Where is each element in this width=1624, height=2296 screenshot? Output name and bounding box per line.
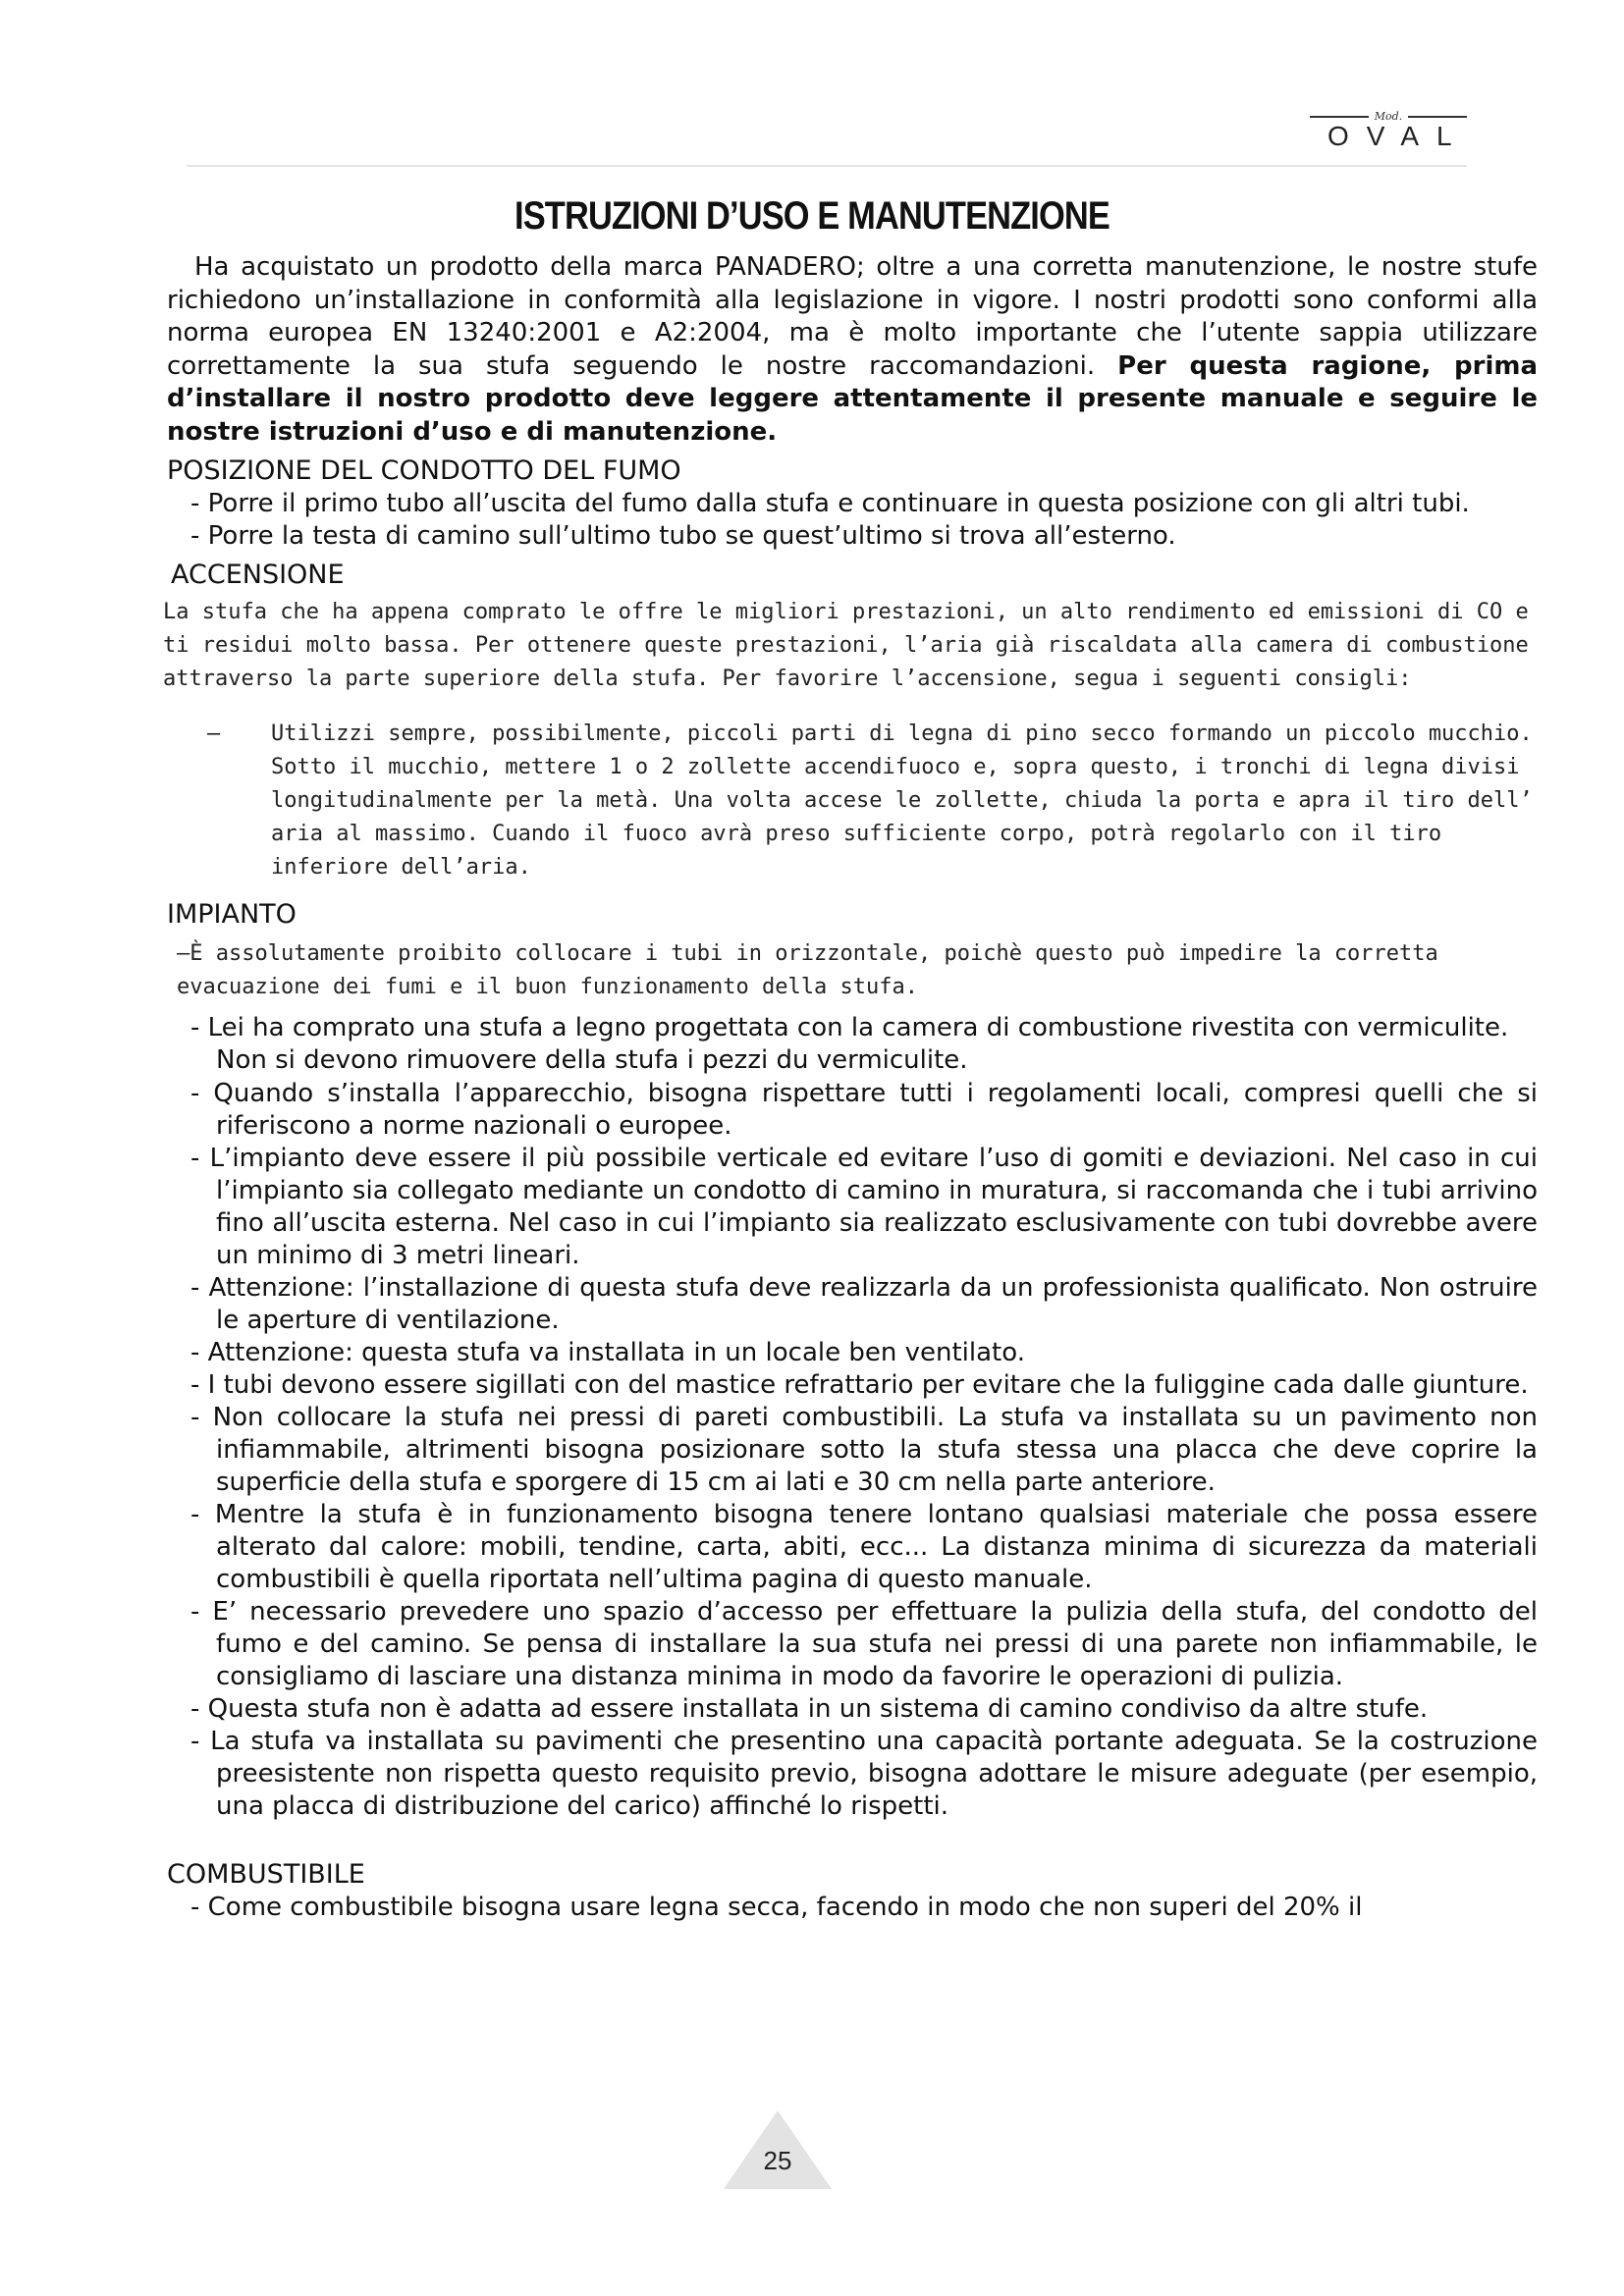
logo-brand-name: OVAL [1327, 121, 1470, 151]
list-impianto-continued [167, 1078, 1538, 1823]
page-title: ISTRUZIONI D’USO E MANUTENZIONE [514, 194, 1110, 238]
bullet-dash: – [207, 721, 221, 746]
list-item: - I tubi devono essere sigillati con del mastice refrattario per evitare che la fuliggine cada dalle giunture. [167, 1369, 1538, 1402]
intro-text: Ha acquistato un prodotto della marca PANADERO; oltre a una corretta manutenzione, le nostre stufe richiedono un’installazione in conformità alla legislazione in vigore. I nostri prodotti sono conformi alla norma europea EN 13240:2001 e A2:2004, ma è molto importante che l’utente sappia utilizzare correttamente la sua stufa seguendo le nostre raccomandazioni. [167, 252, 1538, 381]
list-item: - Attenzione: l’installazione di questa stufa deve realizzarla da un professionista qualificato. Non ostruire le aperture di ventilazione. [167, 1272, 1538, 1337]
brand-logo [1310, 110, 1470, 152]
accensione-bullet-text: Utilizzi sempre, possibilmente, piccoli parti di legna di pino secco formando un piccolo mucchio. Sotto il mucchio, mettere 1 o 2 zollette accendifuoco e, sopra questo, i tronchi di legna divisi longitudinalmente per la metà. Una volta accese le zollette, chiuda la porta e apra il tiro dell’ aria al massimo. Cuando il fuoco avrà preso sufficiente corpo, potrà regolarlo con il tiro inferiore dell’aria. [271, 721, 1533, 880]
list-item: - Mentre la stufa è in funzionamento bisogna tenere lontano qualsiasi materiale che possa essere alterato dal calore: mobili, tendine, carta, abiti, ecc... La distanza minima di sicurezza da materiali combustibili è quella riportata nell’ultima pagina di questo manuale. [167, 1499, 1538, 1596]
list-item: - Quando s’installa l’apparecchio, bisogna rispettare tutti i regolamenti locali, compresi quelli che si riferiscono a norme nazionali o europee. [167, 1078, 1538, 1143]
impianto-note: Non si devono rimuovere della stufa i pezzi du vermiculite. [216, 1045, 968, 1075]
list-item: - Come combustibile bisogna usare legna secca, facendo in modo che non superi del 20% il [167, 1892, 1538, 1924]
heading-posizione: POSIZIONE DEL CONDOTTO DEL FUMO [167, 455, 681, 486]
heading-accensione: ACCENSIONE [171, 560, 345, 590]
list-item: - Porre la testa di camino sull’ultimo tubo se quest’ultimo si trova all’esterno. [167, 520, 1538, 553]
accensione-paragraph: La stufa che ha appena comprato le offre le migliori prestazioni, un alto rendimento ed emissioni di CO e ti residui molto bassa. Per ottenere queste prestazioni, l’aria già riscaldata alla camera di combustione attraverso la parte superiore della stufa. Per favorire l’accensione, segua i seguenti consigli: [163, 600, 1529, 691]
list-item: - Lei ha comprato una stufa a legno progettata con la camera di combustione rivestita con vermiculite. [167, 1012, 1538, 1044]
heading-combustibile: COMBUSTIBILE [167, 1858, 365, 1890]
list-posizione [167, 488, 1538, 553]
list-item: - Non collocare la stufa nei pressi di pareti combustibili. La stufa va installata su un pavimento non infiammabile, altrimenti bisogna posizionare sotto la stufa stessa una placca che deve coprire la superficie della stufa e sporgere di 15 cm ai lati e 30 cm nella parte anteriore. [167, 1402, 1538, 1499]
page-content [163, 251, 1538, 1924]
list-item: - La stufa va installata su pavimenti che presentino una capacità portante adeguata. Se la costruzione preesistente non rispetta questo requisito previo, bisogna adottare le misure adeguate (per esempio, una placca di distribuzione del carico) affinché lo rispetti. [167, 1726, 1538, 1823]
list-impianto [167, 1012, 1538, 1044]
intro-paragraph [167, 251, 1538, 449]
logo-mod-label: Mod. [1374, 110, 1403, 123]
list-item: - Questa stufa non è adatta ad essere installata in un sistema di camino condiviso da altre stufe. [167, 1693, 1538, 1726]
list-combustibile [167, 1892, 1538, 1924]
intro-bold-text: Per questa ragione, prima d’installare il nostro prodotto deve leggere attentamente il presente manuale e seguire le nostre istruzioni d’uso e di manutenzione. [167, 350, 1538, 447]
list-item: - L’impianto deve essere il più possibile verticale ed evitare l’uso di gomiti e deviazioni. Nel caso in cui l’impianto sia collegato mediante un condotto di camino in muratura, si raccomanda che i tubi arrivino fino all’uscita esterna. Nel caso in cui l’impianto sia realizzato esclusivamente con tubi dovrebbe avere un minimo di 3 metri lineari. [167, 1143, 1538, 1272]
page-number: 25 [763, 2146, 792, 2175]
page-number-badge [724, 2110, 832, 2189]
logo-rule-left [1310, 116, 1369, 118]
logo-rule-right [1408, 116, 1467, 118]
list-item: - Porre il primo tubo all’uscita del fumo dalla stufa e continuare in questa posizione con gli altri tubi. [167, 488, 1538, 520]
accensione-bullet [163, 718, 1538, 884]
header-divider [187, 165, 1467, 167]
impianto-warning: –È assolutamente proibito collocare i tubi in orizzontale, poichè questo può impedire la corretta evacuazione dei fumi e il buon funzionamento della stufa. [177, 941, 1438, 999]
heading-impianto: IMPIANTO [167, 899, 297, 930]
list-item: - E’ necessario prevedere uno spazio d’accesso per effettuare la pulizia della stufa, del condotto del fumo e del camino. Se pensa di installare la sua stufa nei pressi di una parete non infiammabile, le consigliamo di lasciare una distanza minima in modo da favorire le operazioni di pulizia. [167, 1596, 1538, 1693]
list-item: - Attenzione: questa stufa va installata in un locale ben ventilato. [167, 1337, 1538, 1369]
